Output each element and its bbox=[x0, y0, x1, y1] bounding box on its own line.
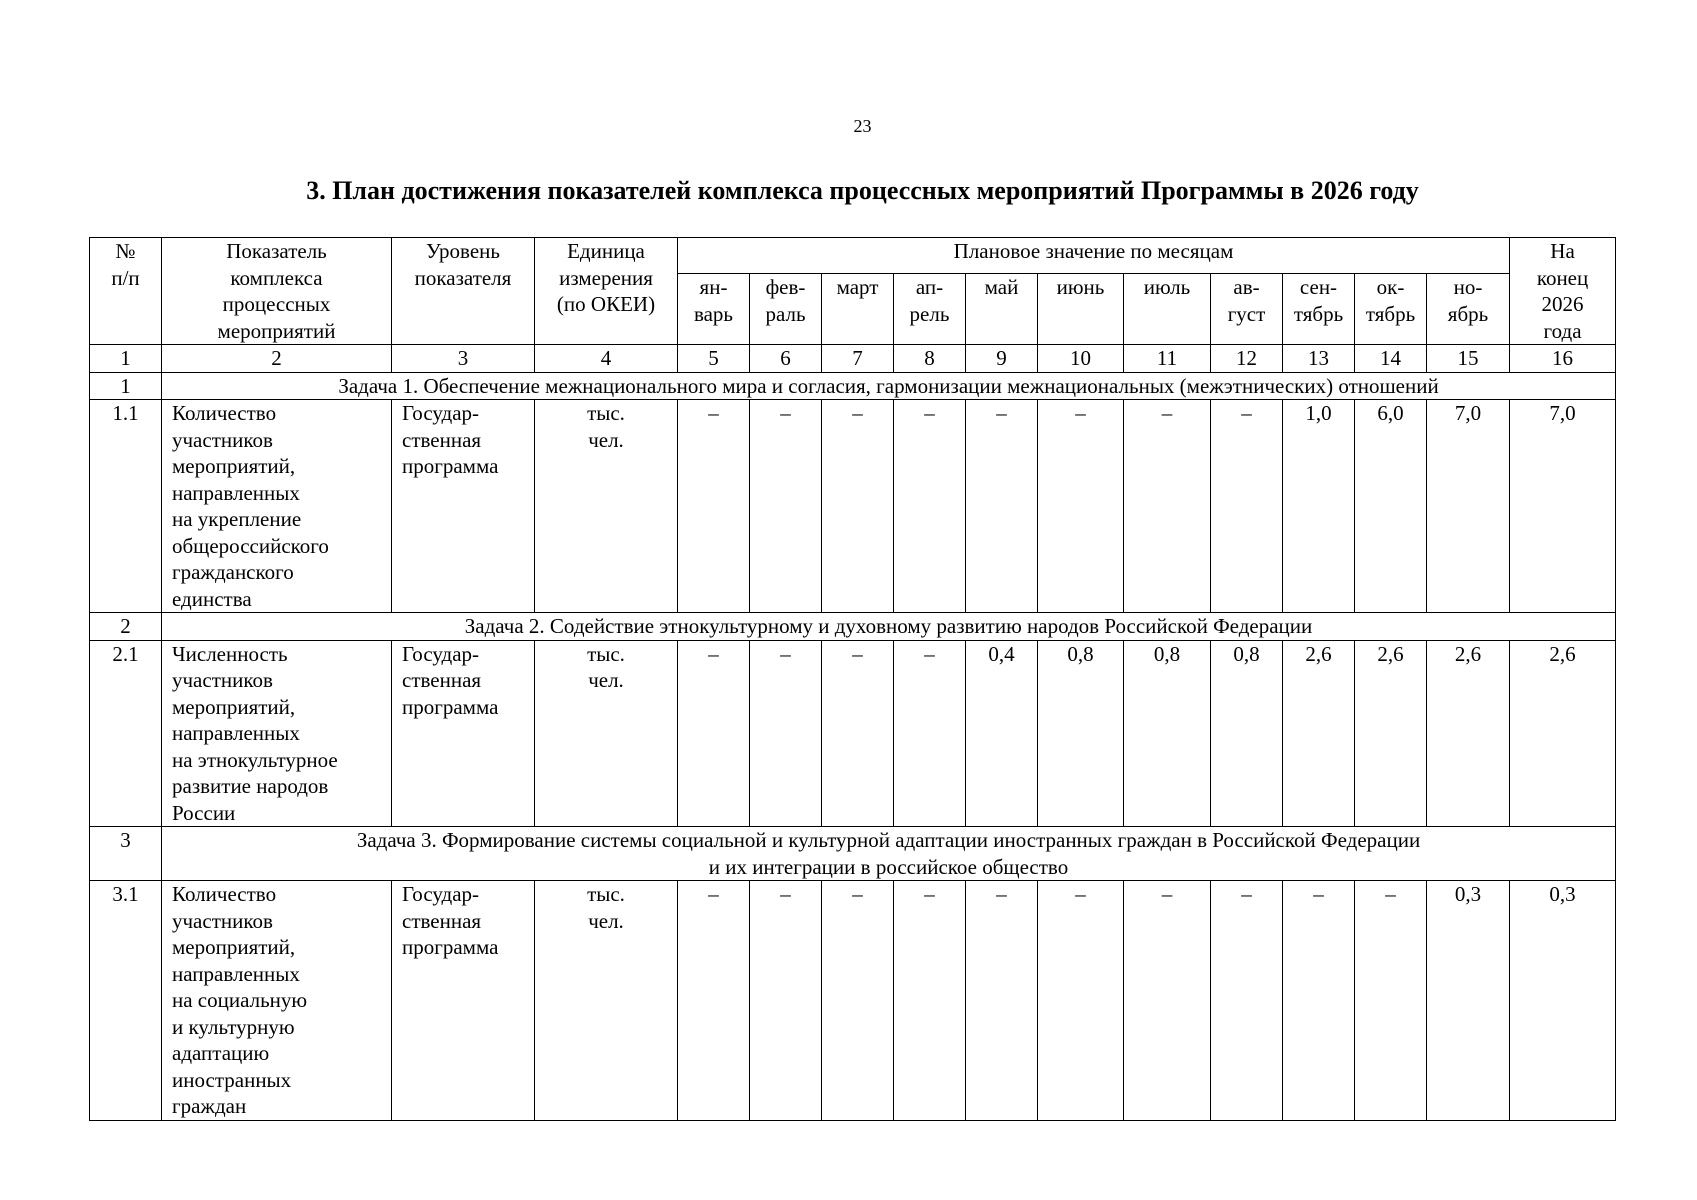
month-value: – bbox=[822, 881, 894, 1121]
indicator-unit-line: чел. bbox=[588, 908, 624, 933]
task-title-line: и их интеграции в российское общество bbox=[708, 854, 1069, 879]
header-num-line: № bbox=[115, 239, 136, 263]
header-month-line: ав- bbox=[1233, 275, 1260, 300]
plan-table bbox=[89, 237, 1616, 1121]
indicator-name-line: общероссийского bbox=[172, 533, 329, 558]
indicator-unit-line: тыс. bbox=[587, 882, 625, 906]
header-end-line: 2026 bbox=[1541, 292, 1584, 316]
header-month-line: июль bbox=[1143, 275, 1191, 300]
indicator-name-line: участников bbox=[172, 908, 273, 933]
column-number: 10 bbox=[1038, 345, 1124, 373]
month-value: – bbox=[894, 640, 966, 827]
month-value: 1,0 bbox=[1283, 400, 1355, 613]
indicator-name-line: на этнокультурное bbox=[172, 747, 338, 772]
indicator-unit bbox=[535, 640, 678, 827]
task-title bbox=[162, 827, 1616, 881]
task-number: 3 bbox=[90, 827, 162, 881]
month-value: – bbox=[750, 400, 822, 613]
column-number: 6 bbox=[750, 345, 822, 373]
indicator-name-line: развитие народов bbox=[172, 774, 329, 798]
month-value: – bbox=[894, 881, 966, 1121]
end-of-year-value: 0,3 bbox=[1510, 881, 1616, 1121]
header-month-line: май bbox=[984, 275, 1019, 300]
month-value: – bbox=[822, 400, 894, 613]
indicator-name-line: направленных bbox=[172, 961, 300, 986]
header-end-line: года bbox=[1543, 318, 1582, 343]
month-value: – bbox=[678, 400, 750, 613]
indicator-unit-line: чел. bbox=[588, 427, 624, 452]
header-row bbox=[90, 238, 1616, 274]
header-month-line: варь bbox=[693, 301, 734, 326]
indicator-number: 1.1 bbox=[90, 400, 162, 613]
month-value: – bbox=[1211, 400, 1283, 613]
month-value: 0,4 bbox=[966, 640, 1038, 827]
header-month-line: раль bbox=[765, 301, 806, 326]
month-value: 7,0 bbox=[1427, 400, 1510, 613]
indicator-level-line: Государ- bbox=[402, 882, 480, 906]
header-level-line: показателя bbox=[414, 265, 512, 290]
indicator-level-line: Государ- bbox=[402, 641, 480, 666]
header-month bbox=[966, 274, 1038, 345]
column-number: 8 bbox=[894, 345, 966, 373]
month-value: 0,8 bbox=[1211, 640, 1283, 827]
header-num-line: п/п bbox=[111, 265, 140, 290]
month-value: – bbox=[1038, 881, 1124, 1121]
header-indicator-line: Показатель bbox=[226, 239, 327, 263]
month-value: – bbox=[1124, 881, 1211, 1121]
indicator-row bbox=[90, 881, 1616, 1121]
indicator-number: 2.1 bbox=[90, 640, 162, 827]
header-month bbox=[822, 274, 894, 345]
header-month-line: но- bbox=[1453, 275, 1483, 300]
month-value: – bbox=[750, 881, 822, 1121]
task-row bbox=[90, 372, 1616, 400]
column-number: 4 bbox=[535, 345, 678, 373]
column-numbers-row bbox=[90, 345, 1616, 373]
task-title bbox=[162, 372, 1616, 400]
task-title-line: Задача 1. Обеспечение межнационального мира и согласия, гармонизации межнациональных (межэтнических) отношений bbox=[338, 373, 1439, 398]
indicator-name-line: на укрепление bbox=[172, 507, 302, 531]
header-month-line: густ bbox=[1227, 301, 1266, 326]
header-end bbox=[1510, 238, 1616, 345]
column-number: 9 bbox=[966, 345, 1038, 373]
header-month bbox=[1038, 274, 1124, 345]
indicator-row bbox=[90, 640, 1616, 827]
month-value: – bbox=[966, 400, 1038, 613]
indicator-name bbox=[162, 881, 392, 1121]
indicator-name-line: на социальную bbox=[172, 988, 308, 1012]
indicator-number: 3.1 bbox=[90, 881, 162, 1121]
month-value: 0,3 bbox=[1427, 881, 1510, 1121]
indicator-name bbox=[162, 400, 392, 613]
month-value: – bbox=[1038, 400, 1124, 613]
column-number: 16 bbox=[1510, 345, 1616, 373]
header-plan-group: Плановое значение по месяцам bbox=[678, 238, 1510, 274]
month-value: – bbox=[1211, 881, 1283, 1121]
indicator-name-line: мероприятий, bbox=[172, 935, 296, 959]
column-number: 2 bbox=[162, 345, 392, 373]
month-value: – bbox=[894, 400, 966, 613]
column-number: 5 bbox=[678, 345, 750, 373]
header-end-line: конец bbox=[1536, 265, 1589, 290]
header-month bbox=[1427, 274, 1510, 345]
column-number: 13 bbox=[1283, 345, 1355, 373]
month-value: – bbox=[678, 881, 750, 1121]
month-value: – bbox=[1355, 881, 1427, 1121]
page-number: 23 bbox=[853, 116, 872, 136]
task-row bbox=[90, 613, 1616, 641]
month-value: 6,0 bbox=[1355, 400, 1427, 613]
column-number: 14 bbox=[1355, 345, 1427, 373]
indicator-name-line: участников bbox=[172, 668, 273, 692]
header-month bbox=[1211, 274, 1283, 345]
header-month-line: ок- bbox=[1376, 275, 1405, 300]
header-indicator-line: мероприятий bbox=[217, 318, 336, 343]
header-unit-line: (по ОКЕИ) bbox=[556, 292, 656, 316]
indicator-level-line: ственная bbox=[402, 427, 482, 452]
month-value: – bbox=[966, 881, 1038, 1121]
indicator-name-line: Количество bbox=[172, 882, 277, 906]
task-title-line: Задача 2. Содействие этнокультурному и духовному развитию народов Российской Федерации bbox=[464, 614, 1313, 638]
indicator-name-line: адаптацию bbox=[172, 1041, 270, 1065]
month-value: – bbox=[1124, 400, 1211, 613]
indicator-name-line: участников bbox=[172, 427, 273, 452]
month-value: – bbox=[750, 640, 822, 827]
header-month-line: фев- bbox=[765, 275, 806, 300]
month-value: 2,6 bbox=[1355, 640, 1427, 827]
indicator-name-line: единства bbox=[172, 586, 252, 611]
header-unit-line: Единица bbox=[567, 239, 645, 263]
header-indicator-line: процессных bbox=[222, 292, 331, 316]
header-level bbox=[392, 238, 535, 345]
header-month bbox=[1124, 274, 1211, 345]
indicator-level-line: ственная bbox=[402, 908, 482, 933]
indicator-level-line: программа bbox=[402, 454, 499, 478]
indicator-name bbox=[162, 640, 392, 827]
month-value: 0,8 bbox=[1038, 640, 1124, 827]
header-indicator bbox=[162, 238, 392, 345]
header-indicator-line: комплекса bbox=[230, 265, 323, 290]
header-month-line: ап- bbox=[915, 275, 944, 300]
header-month-line: рель bbox=[909, 301, 950, 326]
header-month bbox=[750, 274, 822, 345]
indicator-name-line: Количество bbox=[172, 401, 277, 425]
task-number: 2 bbox=[90, 613, 162, 641]
page-title: 3. План достижения показателей комплекса процессных мероприятий Программы в 2026 году bbox=[306, 176, 1419, 205]
header-level-line: Уровень bbox=[426, 239, 500, 263]
header-month bbox=[1283, 274, 1355, 345]
indicator-name-line: мероприятий, bbox=[172, 454, 296, 478]
task-title-line: Задача 3. Формирование системы социальной и культурной адаптации иностранных граждан в Российской Федерации bbox=[356, 828, 1421, 852]
indicator-name-line: и культурную bbox=[172, 1014, 295, 1039]
task-number: 1 bbox=[90, 372, 162, 400]
column-number: 12 bbox=[1211, 345, 1283, 373]
header-month-line: июнь bbox=[1056, 275, 1105, 300]
indicator-row bbox=[90, 400, 1616, 613]
header-month-line: ян- bbox=[699, 275, 728, 300]
header-month bbox=[678, 274, 750, 345]
indicator-unit bbox=[535, 400, 678, 613]
end-of-year-value: 2,6 bbox=[1510, 640, 1616, 827]
header-month-line: тябрь bbox=[1293, 301, 1344, 326]
header-num bbox=[90, 238, 162, 345]
header-end-line: На bbox=[1550, 239, 1575, 263]
indicator-name-line: мероприятий, bbox=[172, 694, 296, 719]
end-of-year-value: 7,0 bbox=[1510, 400, 1616, 613]
header-month-line: март bbox=[836, 275, 879, 300]
month-value: 2,6 bbox=[1427, 640, 1510, 827]
indicator-level bbox=[392, 881, 535, 1121]
indicator-name-line: иностранных bbox=[172, 1067, 292, 1092]
indicator-name-line: России bbox=[172, 800, 236, 825]
header-month bbox=[1355, 274, 1427, 345]
indicator-level-line: Государ- bbox=[402, 401, 480, 425]
indicator-level-line: программа bbox=[402, 694, 499, 719]
indicator-name-line: гражданского bbox=[172, 560, 294, 584]
column-number: 7 bbox=[822, 345, 894, 373]
indicator-unit bbox=[535, 881, 678, 1121]
header-month-line: тябрь bbox=[1365, 301, 1416, 326]
month-value: – bbox=[1283, 881, 1355, 1121]
indicator-name-line: граждан bbox=[172, 1094, 247, 1118]
task-title bbox=[162, 613, 1616, 641]
indicator-name-line: направленных bbox=[172, 721, 300, 745]
month-value: – bbox=[822, 640, 894, 827]
month-value: 2,6 bbox=[1283, 640, 1355, 827]
indicator-name-line: Численность bbox=[172, 641, 288, 666]
indicator-level bbox=[392, 640, 535, 827]
task-row bbox=[90, 827, 1616, 881]
header-month-line: ябрь bbox=[1447, 301, 1489, 326]
header-month bbox=[894, 274, 966, 345]
column-number: 15 bbox=[1427, 345, 1510, 373]
month-value: – bbox=[678, 640, 750, 827]
indicator-level bbox=[392, 400, 535, 613]
indicator-unit-line: тыс. bbox=[587, 401, 625, 425]
column-number: 1 bbox=[90, 345, 162, 373]
indicator-level-line: ственная bbox=[402, 668, 482, 692]
header-unit-line: измерения bbox=[559, 265, 653, 290]
indicator-unit-line: тыс. bbox=[587, 641, 625, 666]
indicator-level-line: программа bbox=[402, 935, 499, 959]
header-unit bbox=[535, 238, 678, 345]
month-value: 0,8 bbox=[1124, 640, 1211, 827]
column-number: 11 bbox=[1124, 345, 1211, 373]
header-month-line: сен- bbox=[1299, 275, 1338, 300]
column-number: 3 bbox=[392, 345, 535, 373]
indicator-name-line: направленных bbox=[172, 480, 300, 505]
indicator-unit-line: чел. bbox=[588, 668, 624, 692]
